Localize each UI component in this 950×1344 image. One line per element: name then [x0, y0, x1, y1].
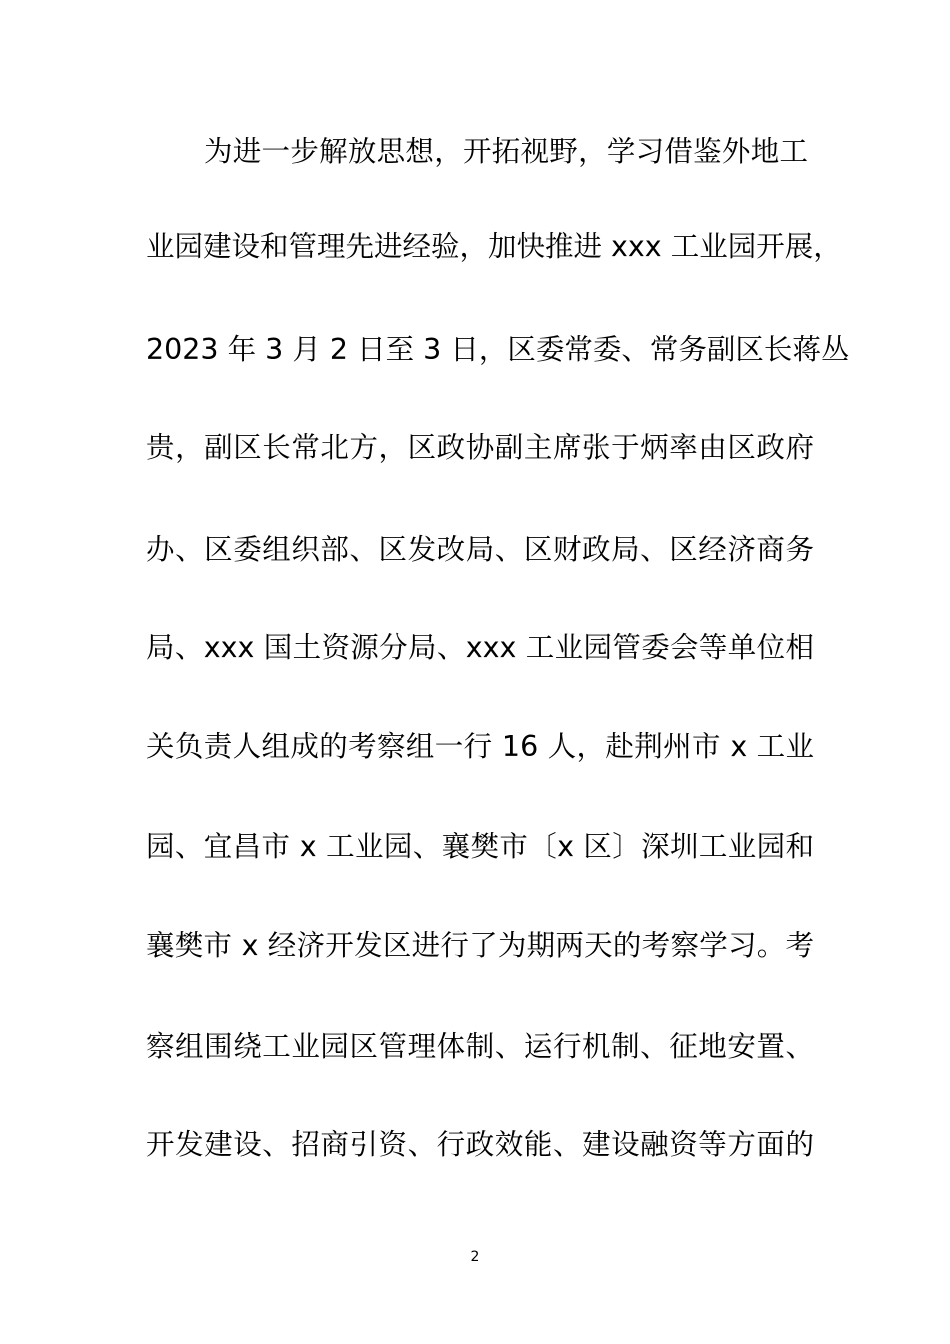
paragraph-line: 为进一步解放思想，开拓视野，学习借鉴外地工	[204, 135, 808, 168]
paragraph-line: 局、xxx 国土资源分局、xxx 工业园管委会等单位相	[146, 631, 814, 664]
paragraph-line: 办、区委组织部、区发改局、区财政局、区经济商务	[146, 533, 814, 566]
paragraph-line: 关负责人组成的考察组一行 16 人，赴荆州市 x 工业	[146, 730, 814, 763]
paragraph-line: 开发建设、招商引资、行政效能、建设融资等方面的	[146, 1128, 814, 1161]
paragraph-line: 2023 年 3 月 2 日至 3 日，区委常委、常务副区长蒋丛	[146, 333, 850, 366]
paragraph-line: 业园建设和管理先进经验，加快推进 xxx 工业园开展，	[146, 230, 842, 263]
paragraph-line: 襄樊市 x 经济开发区进行了为期两天的考察学习。考	[146, 929, 814, 962]
paragraph-line: 园、宜昌市 x 工业园、襄樊市〔x 区〕深圳工业园和	[146, 830, 814, 863]
paragraph-line: 察组围绕工业园区管理体制、运行机制、征地安置、	[146, 1030, 814, 1063]
page-number: 2	[470, 1249, 480, 1265]
paragraph-line: 贵，副区长常北方，区政协副主席张于炳率由区政府	[146, 431, 814, 464]
